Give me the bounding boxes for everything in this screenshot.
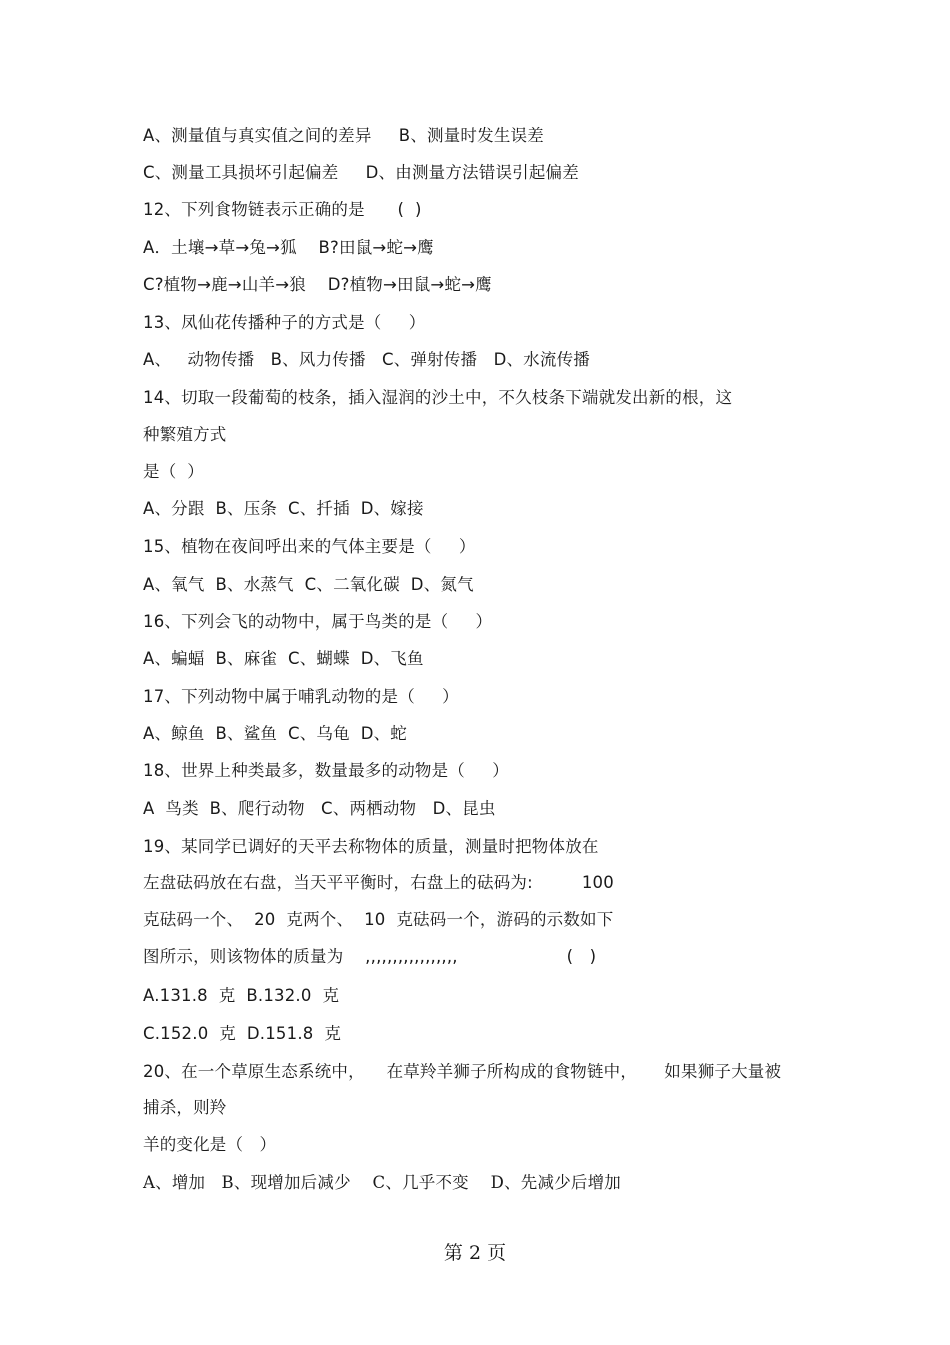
- q19-stem-line1: 19、某同学已调好的天平去称物体的质量，测量时把物体放在: [143, 837, 599, 856]
- q11-options-cd: C、测量工具损坏引起偏差 D、由测量方法错误引起偏差: [143, 163, 579, 182]
- q19-options-cd: C.152.0 克 D.151.8 克: [143, 1024, 342, 1043]
- q17-stem: 17、下列动物中属于哺乳动物的是（ ）: [143, 687, 459, 706]
- q17-options: A、鲸鱼 B、鲨鱼 C、乌龟 D、蛇: [143, 724, 408, 743]
- q19-options-ab: A.131.8 克 B.132.0 克: [143, 986, 340, 1005]
- q14-stem-line1: 14、切取一段葡萄的枝条，插入湿润的沙土中，不久枝条下端就发出新的根，这: [143, 388, 733, 407]
- q12-options-ab: A．土壤→草→兔→狐 B?田鼠→蛇→鹰: [143, 238, 434, 257]
- q16-stem: 16、下列会飞的动物中，属于鸟类的是（ ）: [143, 612, 493, 631]
- q18-stem: 18、世界上种类最多，数量最多的动物是（ ）: [143, 761, 509, 780]
- q15-stem: 15、植物在夜间呼出来的气体主要是（ ）: [143, 537, 476, 556]
- q12-options-cd: C?植物→鹿→山羊→狼 D?植物→田鼠→蛇→鹰: [143, 275, 492, 294]
- q15-options: A、氧气 B、水蒸气 C、二氧化碳 D、氮气: [143, 575, 474, 594]
- q19-stem-line2: 左盘砝码放在右盘，当天平平衡时，右盘上的砝码为: 100: [143, 873, 614, 892]
- q13-options: A、 动物传播 B、风力传播 C、弹射传播 D、水流传播: [143, 350, 590, 369]
- q20-stem-line3: 羊的变化是（ ）: [143, 1135, 277, 1154]
- q12-stem: 12、下列食物链表示正确的是 ( ): [143, 200, 422, 219]
- q11-options-ab: A、测量值与真实值之间的差异 B、测量时发生误差: [143, 126, 544, 145]
- q19-stem-line4: 图所示，则该物体的质量为 ,,,,,,,,,,,,,,,,, ( ): [143, 947, 597, 966]
- q14-stem-line3: 是（ ）: [143, 462, 204, 481]
- page-number: 第 2 页: [443, 1242, 507, 1264]
- q19-stem-line3: 克砝码一个、 20 克两个、 10 克砝码一个，游码的示数如下: [143, 910, 614, 929]
- q16-options: A、蝙蝠 B、麻雀 C、蝴蝶 D、飞鱼: [143, 649, 424, 668]
- q20-stem-line2: 捕杀，则羚: [143, 1098, 227, 1117]
- q14-stem-line2: 种繁殖方式: [143, 425, 227, 444]
- q13-stem: 13、凤仙花传播种子的方式是（ ）: [143, 313, 426, 332]
- q20-options: A、增加 B、现增加后减少 C、几乎不变 D、先减少后增加: [143, 1173, 621, 1192]
- q14-options: A、分跟 B、压条 C、扦插 D、嫁接: [143, 499, 424, 518]
- q20-stem-line1: 20、在一个草原生态系统中， 在草羚羊狮子所构成的食物链中， 如果狮子大量被: [143, 1062, 782, 1081]
- q18-options: A 鸟类 B、爬行动物 C、两栖动物 D、昆虫: [143, 799, 496, 818]
